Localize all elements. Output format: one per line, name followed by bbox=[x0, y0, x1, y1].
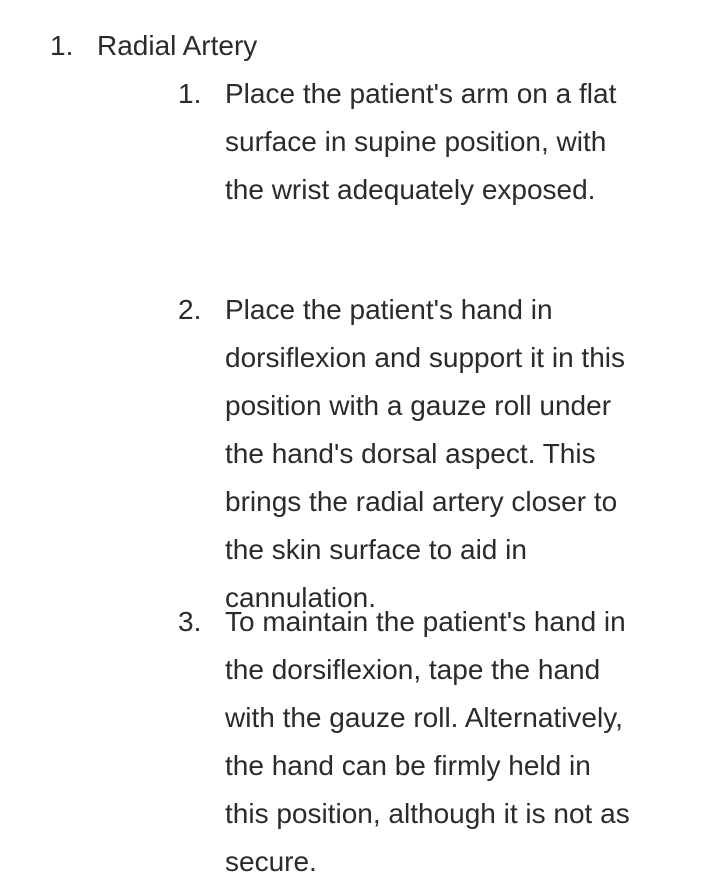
step-text: Place the patient's arm on a flat surface in supine position, with the wrist adequately exposed. bbox=[225, 78, 617, 205]
list-item-number: 1. bbox=[50, 30, 74, 61]
step-text: To maintain the patient's hand in the dorsiflexion, tape the hand with the gauze roll. Alternatively, the hand can be firmly held in this position, although it is not as secure. bbox=[225, 606, 630, 877]
step-number: 2. bbox=[178, 294, 202, 325]
step-number: 3. bbox=[178, 606, 202, 637]
step-text: Place the patient's hand in dorsiflexion and support it in this position with a gauze roll under the hand's dorsal aspect. This brings the radial artery closer to the skin surface to aid in cannulation. bbox=[225, 294, 625, 613]
step-number: 1. bbox=[178, 78, 202, 109]
list-item-heading: Radial Artery bbox=[97, 30, 258, 61]
